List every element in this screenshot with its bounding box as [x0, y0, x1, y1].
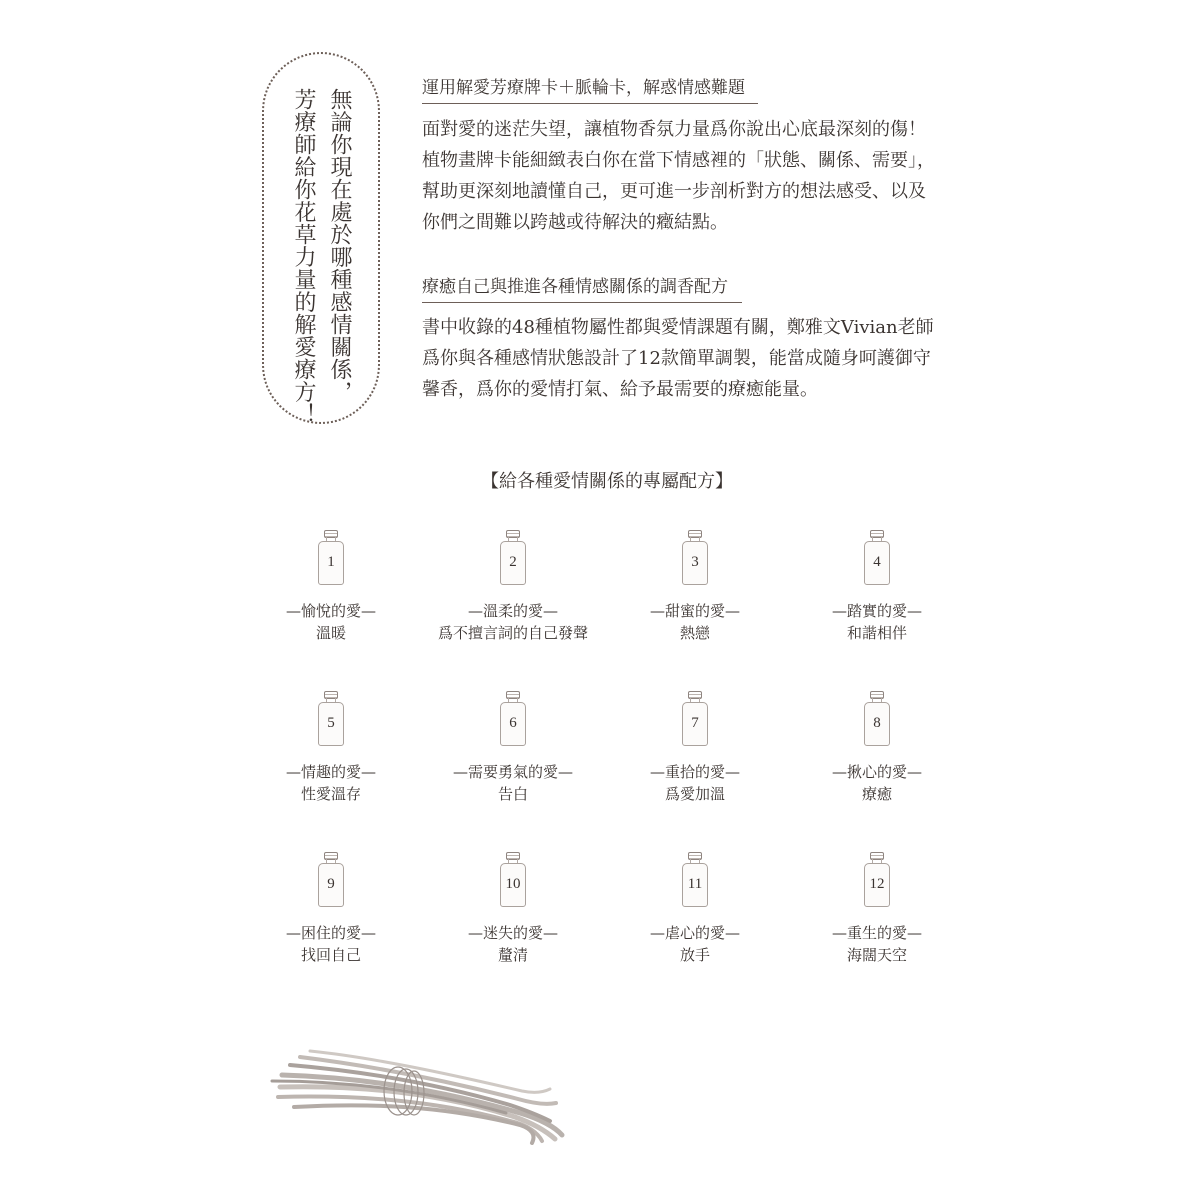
formula-number: 9	[327, 876, 335, 892]
bottle-icon	[682, 530, 708, 586]
formula-item	[786, 530, 968, 670]
formula-item	[604, 852, 786, 992]
formula-number: 1	[327, 554, 335, 570]
formula-label	[422, 761, 604, 805]
formula-label	[786, 600, 968, 644]
section-1-line: 你們之間難以跨越或待解決的癥結點。	[422, 212, 728, 233]
formula-item	[422, 530, 604, 670]
bottle-icon	[318, 852, 344, 908]
formula-purpose: 和諧相伴	[846, 624, 907, 642]
formula-number: 10	[505, 876, 521, 892]
section-1-line: 幫助更深刻地讀懂自己，更可進一步剖析對方的想法感受、以及	[422, 181, 926, 202]
formula-label	[240, 922, 422, 966]
vanilla-bundle-illustration	[270, 1035, 590, 1145]
bottle-icon	[864, 530, 890, 586]
section-2-body	[422, 312, 934, 405]
formula-number: 3	[691, 554, 699, 570]
bottle-icon	[318, 530, 344, 586]
formula-love-type: —虐心的愛—	[649, 924, 740, 942]
formula-number: 5	[327, 715, 335, 731]
formula-love-type: —重生的愛—	[831, 924, 922, 942]
formula-purpose: 放手	[679, 946, 710, 964]
formula-love-type: —揪心的愛—	[831, 763, 922, 781]
formula-grid	[240, 530, 970, 970]
formula-love-type: —愉悅的愛—	[285, 602, 376, 620]
formula-label	[786, 922, 968, 966]
formula-item	[786, 852, 968, 992]
formula-purpose: 性愛溫存	[300, 785, 361, 803]
formula-label	[604, 761, 786, 805]
vertical-quote-line-1: 無論你現在處於哪種感情關係，	[327, 88, 352, 403]
formula-love-type: —迷失的愛—	[467, 924, 558, 942]
bottle-icon	[864, 852, 890, 908]
formula-purpose: 釐清	[497, 946, 528, 964]
formula-love-type: —需要勇氣的愛—	[452, 763, 573, 781]
formula-number: 4	[873, 554, 881, 570]
bottle-icon	[318, 691, 344, 747]
formula-label	[604, 600, 786, 644]
formula-purpose: 爲不擅言詞的自己發聲	[437, 624, 588, 642]
formula-number: 8	[873, 715, 881, 731]
formula-purpose: 找回自己	[300, 946, 361, 964]
formula-label	[240, 600, 422, 644]
section-1-body	[422, 114, 935, 238]
formula-label	[422, 600, 604, 644]
bottle-icon	[864, 691, 890, 747]
formula-love-type: —溫柔的愛—	[467, 602, 558, 620]
formula-item	[604, 530, 786, 670]
formula-love-type: —踏實的愛—	[831, 602, 922, 620]
formula-love-type: —情趣的愛—	[285, 763, 376, 781]
section-1-line: 面對愛的迷茫失望，讓植物香氛力量爲你說出心底最深刻的傷！	[422, 119, 926, 140]
bottle-icon	[500, 530, 526, 586]
formula-purpose: 告白	[497, 785, 528, 803]
section-1-heading: 運用解愛芳療牌卡＋脈輪卡，解惑情感難題	[422, 73, 758, 104]
bottle-icon	[682, 691, 708, 747]
formula-label	[240, 761, 422, 805]
formula-love-type: —重拾的愛—	[649, 763, 740, 781]
section-2-line: 馨香，爲你的愛情打氣、給予最需要的療癒能量。	[422, 379, 818, 400]
formula-purpose: 海闊天空	[846, 946, 907, 964]
formula-number: 7	[691, 715, 699, 731]
section-1-line: 植物畫牌卡能細緻表白你在當下情感裡的「狀態、關係、需要」，	[422, 150, 935, 171]
formula-item	[604, 691, 786, 831]
section-2-line: 書中收錄的48種植物屬性都與愛情課題有關，鄭雅文Vivian老師	[422, 317, 934, 338]
bottle-icon	[682, 852, 708, 908]
formula-purpose: 爲愛加溫	[664, 785, 725, 803]
formula-love-type: —甜蜜的愛—	[649, 602, 740, 620]
formula-item	[786, 691, 968, 831]
quote-pill-frame	[262, 52, 380, 424]
formula-number: 12	[869, 876, 885, 892]
formula-item	[240, 852, 422, 992]
formula-number: 11	[687, 876, 703, 892]
bottle-icon	[500, 852, 526, 908]
formula-section-title: 【給各種愛情關係的專屬配方】	[481, 471, 733, 492]
formula-number: 2	[509, 554, 517, 570]
section-2-line: 爲你與各種感情狀態設計了12款簡單調製，能當成隨身呵護御守	[422, 348, 931, 369]
formula-label	[786, 761, 968, 805]
section-2-heading: 療癒自己與推進各種情感關係的調香配方	[422, 272, 742, 303]
formula-number: 6	[509, 715, 517, 731]
formula-purpose: 熱戀	[679, 624, 710, 642]
vertical-quote-line-2: 芳療師給你花草力量的解愛療方！	[291, 88, 316, 426]
formula-item	[422, 852, 604, 992]
formula-label	[422, 922, 604, 966]
formula-purpose: 療癒	[861, 785, 892, 803]
bottle-icon	[500, 691, 526, 747]
formula-label	[604, 922, 786, 966]
formula-item	[422, 691, 604, 831]
formula-item	[240, 691, 422, 831]
formula-item	[240, 530, 422, 670]
formula-purpose: 溫暖	[315, 624, 346, 642]
formula-love-type: —困住的愛—	[285, 924, 376, 942]
